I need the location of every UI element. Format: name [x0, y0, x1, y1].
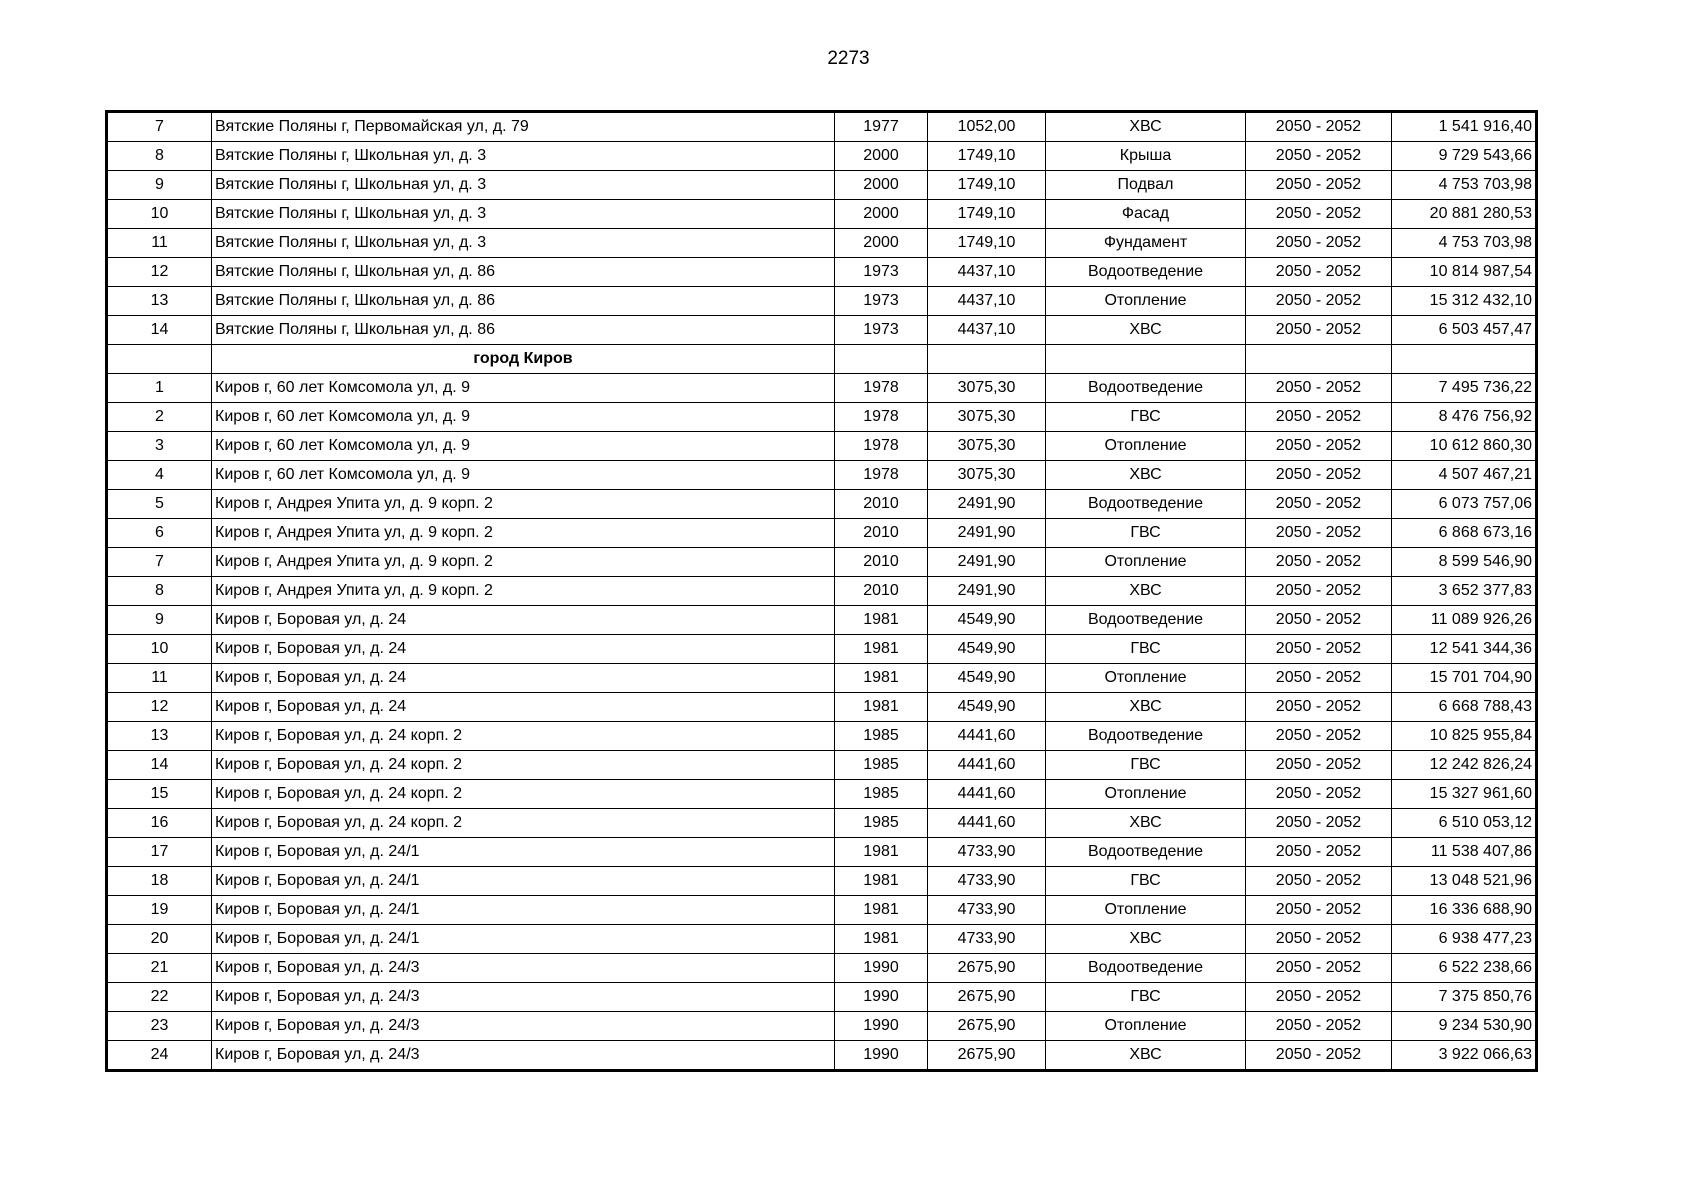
- table-row: [107, 461, 1537, 490]
- period-cell: 2050 - 2052: [1246, 229, 1392, 258]
- year-built-cell: 1981: [835, 925, 928, 954]
- area-cell: 2491,90: [928, 548, 1046, 577]
- work-type-cell: ГВС: [1046, 867, 1246, 896]
- work-type-cell: Водоотведение: [1046, 954, 1246, 983]
- address-cell: Киров г, Боровая ул, д. 24/1: [212, 838, 835, 867]
- year-built-cell: 1973: [835, 258, 928, 287]
- address-cell: Киров г, Боровая ул, д. 24/3: [212, 983, 835, 1012]
- table-row: [107, 867, 1537, 896]
- area-cell: 4549,90: [928, 606, 1046, 635]
- year-built-cell: 1978: [835, 374, 928, 403]
- area-cell: 4437,10: [928, 316, 1046, 345]
- row-number: 24: [107, 1041, 212, 1071]
- row-number: 20: [107, 925, 212, 954]
- area-cell: 4441,60: [928, 780, 1046, 809]
- area-cell: 1749,10: [928, 200, 1046, 229]
- section-row: [107, 345, 1537, 374]
- work-type-cell: Отопление: [1046, 1012, 1246, 1041]
- row-number: 19: [107, 896, 212, 925]
- cost-cell: 7 375 850,76: [1392, 983, 1537, 1012]
- row-number: 7: [107, 548, 212, 577]
- cost-cell: 15 312 432,10: [1392, 287, 1537, 316]
- work-type-cell: ГВС: [1046, 403, 1246, 432]
- period-cell: 2050 - 2052: [1246, 490, 1392, 519]
- period-cell: 2050 - 2052: [1246, 751, 1392, 780]
- address-cell: Киров г, Боровая ул, д. 24 корп. 2: [212, 809, 835, 838]
- cost-cell: 16 336 688,90: [1392, 896, 1537, 925]
- period-cell: 2050 - 2052: [1246, 461, 1392, 490]
- address-cell: Киров г, 60 лет Комсомола ул, д. 9: [212, 374, 835, 403]
- table-row: [107, 693, 1537, 722]
- period-cell: 2050 - 2052: [1246, 287, 1392, 316]
- table-row: [107, 374, 1537, 403]
- table-row: [107, 258, 1537, 287]
- area-cell: 4441,60: [928, 751, 1046, 780]
- row-number: 16: [107, 809, 212, 838]
- table-row: [107, 432, 1537, 461]
- row-number: 17: [107, 838, 212, 867]
- area-cell: 4733,90: [928, 867, 1046, 896]
- work-type-cell: ГВС: [1046, 751, 1246, 780]
- cost-cell: 13 048 521,96: [1392, 867, 1537, 896]
- row-number: 22: [107, 983, 212, 1012]
- row-number: 23: [107, 1012, 212, 1041]
- table-row: [107, 112, 1537, 142]
- work-type-cell: Отопление: [1046, 780, 1246, 809]
- work-type-cell: Водоотведение: [1046, 838, 1246, 867]
- row-number: 12: [107, 258, 212, 287]
- row-number: 21: [107, 954, 212, 983]
- work-type-cell: ХВС: [1046, 925, 1246, 954]
- period-cell: 2050 - 2052: [1246, 519, 1392, 548]
- work-type-cell: ХВС: [1046, 577, 1246, 606]
- cost-cell: 4 507 467,21: [1392, 461, 1537, 490]
- cost-cell: 15 701 704,90: [1392, 664, 1537, 693]
- table-row: [107, 287, 1537, 316]
- empty-cell: [928, 345, 1046, 374]
- row-number: 12: [107, 693, 212, 722]
- period-cell: 2050 - 2052: [1246, 1012, 1392, 1041]
- cost-cell: 6 073 757,06: [1392, 490, 1537, 519]
- address-cell: Киров г, Боровая ул, д. 24: [212, 664, 835, 693]
- period-cell: 2050 - 2052: [1246, 896, 1392, 925]
- period-cell: 2050 - 2052: [1246, 1041, 1392, 1071]
- period-cell: 2050 - 2052: [1246, 432, 1392, 461]
- work-type-cell: Фундамент: [1046, 229, 1246, 258]
- work-type-cell: ХВС: [1046, 809, 1246, 838]
- year-built-cell: 1973: [835, 287, 928, 316]
- address-cell: Вятские Поляны г, Школьная ул, д. 3: [212, 229, 835, 258]
- year-built-cell: 1977: [835, 112, 928, 142]
- table-row: [107, 200, 1537, 229]
- area-cell: 4733,90: [928, 838, 1046, 867]
- work-type-cell: Отопление: [1046, 432, 1246, 461]
- row-number: 11: [107, 664, 212, 693]
- row-number: 8: [107, 142, 212, 171]
- cost-cell: 6 868 673,16: [1392, 519, 1537, 548]
- work-type-cell: ХВС: [1046, 112, 1246, 142]
- area-cell: 3075,30: [928, 461, 1046, 490]
- cost-cell: 4 753 703,98: [1392, 229, 1537, 258]
- empty-cell: [1246, 345, 1392, 374]
- year-built-cell: 1990: [835, 983, 928, 1012]
- table-row: [107, 403, 1537, 432]
- empty-cell: [1392, 345, 1537, 374]
- work-type-cell: Водоотведение: [1046, 490, 1246, 519]
- table-row: [107, 142, 1537, 171]
- table-row: [107, 577, 1537, 606]
- year-built-cell: 2000: [835, 171, 928, 200]
- cost-cell: 6 510 053,12: [1392, 809, 1537, 838]
- address-cell: Вятские Поляны г, Школьная ул, д. 3: [212, 200, 835, 229]
- year-built-cell: 1985: [835, 780, 928, 809]
- cost-cell: 12 541 344,36: [1392, 635, 1537, 664]
- address-cell: Киров г, Боровая ул, д. 24 корп. 2: [212, 751, 835, 780]
- address-cell: Киров г, Боровая ул, д. 24/1: [212, 867, 835, 896]
- table-row: [107, 519, 1537, 548]
- cost-cell: 11 538 407,86: [1392, 838, 1537, 867]
- table-row: [107, 490, 1537, 519]
- address-cell: Киров г, Андрея Упита ул, д. 9 корп. 2: [212, 490, 835, 519]
- address-cell: Киров г, 60 лет Комсомола ул, д. 9: [212, 461, 835, 490]
- year-built-cell: 2010: [835, 577, 928, 606]
- period-cell: 2050 - 2052: [1246, 809, 1392, 838]
- repair-schedule-table: [105, 110, 1538, 1072]
- cost-cell: 12 242 826,24: [1392, 751, 1537, 780]
- address-cell: Киров г, 60 лет Комсомола ул, д. 9: [212, 432, 835, 461]
- table-row: [107, 664, 1537, 693]
- row-number: 14: [107, 316, 212, 345]
- empty-cell: [835, 345, 928, 374]
- table-row: [107, 838, 1537, 867]
- row-number: 2: [107, 403, 212, 432]
- work-type-cell: ХВС: [1046, 693, 1246, 722]
- year-built-cell: 1981: [835, 635, 928, 664]
- row-number: 6: [107, 519, 212, 548]
- row-number: 3: [107, 432, 212, 461]
- area-cell: 4549,90: [928, 664, 1046, 693]
- area-cell: 2675,90: [928, 1041, 1046, 1071]
- area-cell: 4441,60: [928, 722, 1046, 751]
- cost-cell: 8 599 546,90: [1392, 548, 1537, 577]
- row-number: 18: [107, 867, 212, 896]
- area-cell: 1052,00: [928, 112, 1046, 142]
- cost-cell: 7 495 736,22: [1392, 374, 1537, 403]
- work-type-cell: Подвал: [1046, 171, 1246, 200]
- work-type-cell: ГВС: [1046, 635, 1246, 664]
- cost-cell: 20 881 280,53: [1392, 200, 1537, 229]
- address-cell: Киров г, Боровая ул, д. 24 корп. 2: [212, 722, 835, 751]
- page-number: 2273: [827, 48, 870, 69]
- table-row: [107, 229, 1537, 258]
- row-number: 9: [107, 171, 212, 200]
- period-cell: 2050 - 2052: [1246, 112, 1392, 142]
- cost-cell: 6 938 477,23: [1392, 925, 1537, 954]
- address-cell: Киров г, Боровая ул, д. 24/3: [212, 954, 835, 983]
- address-cell: Киров г, Андрея Упита ул, д. 9 корп. 2: [212, 577, 835, 606]
- cost-cell: 10 612 860,30: [1392, 432, 1537, 461]
- period-cell: 2050 - 2052: [1246, 635, 1392, 664]
- empty-cell: [107, 345, 212, 374]
- year-built-cell: 2010: [835, 519, 928, 548]
- table-row: [107, 809, 1537, 838]
- table-row: [107, 722, 1537, 751]
- cost-cell: 10 825 955,84: [1392, 722, 1537, 751]
- row-number: 11: [107, 229, 212, 258]
- year-built-cell: 2010: [835, 490, 928, 519]
- address-cell: Киров г, Боровая ул, д. 24/1: [212, 896, 835, 925]
- table-row: [107, 1012, 1537, 1041]
- address-cell: Вятские Поляны г, Школьная ул, д. 86: [212, 258, 835, 287]
- year-built-cell: 2000: [835, 200, 928, 229]
- address-cell: Вятские Поляны г, Школьная ул, д. 86: [212, 316, 835, 345]
- address-cell: Киров г, Боровая ул, д. 24: [212, 606, 835, 635]
- cost-cell: 11 089 926,26: [1392, 606, 1537, 635]
- row-number: 4: [107, 461, 212, 490]
- table-row: [107, 606, 1537, 635]
- work-type-cell: ГВС: [1046, 983, 1246, 1012]
- area-cell: 3075,30: [928, 374, 1046, 403]
- period-cell: 2050 - 2052: [1246, 954, 1392, 983]
- work-type-cell: Отопление: [1046, 287, 1246, 316]
- area-cell: 1749,10: [928, 142, 1046, 171]
- address-cell: Киров г, Боровая ул, д. 24/3: [212, 1012, 835, 1041]
- period-cell: 2050 - 2052: [1246, 142, 1392, 171]
- period-cell: 2050 - 2052: [1246, 838, 1392, 867]
- address-cell: Киров г, Андрея Упита ул, д. 9 корп. 2: [212, 519, 835, 548]
- table-row: [107, 1041, 1537, 1071]
- area-cell: 4437,10: [928, 258, 1046, 287]
- table-body: [107, 112, 1537, 1071]
- year-built-cell: 1978: [835, 461, 928, 490]
- cost-cell: 1 541 916,40: [1392, 112, 1537, 142]
- year-built-cell: 1981: [835, 693, 928, 722]
- year-built-cell: 1981: [835, 867, 928, 896]
- address-cell: Киров г, Боровая ул, д. 24: [212, 635, 835, 664]
- row-number: 15: [107, 780, 212, 809]
- table-row: [107, 751, 1537, 780]
- area-cell: 4549,90: [928, 693, 1046, 722]
- year-built-cell: 1985: [835, 722, 928, 751]
- table-row: [107, 925, 1537, 954]
- work-type-cell: Крыша: [1046, 142, 1246, 171]
- area-cell: 2491,90: [928, 577, 1046, 606]
- row-number: 13: [107, 287, 212, 316]
- table-row: [107, 780, 1537, 809]
- row-number: 10: [107, 200, 212, 229]
- area-cell: 2491,90: [928, 519, 1046, 548]
- address-cell: Киров г, Боровая ул, д. 24/3: [212, 1041, 835, 1071]
- year-built-cell: 1981: [835, 664, 928, 693]
- area-cell: 3075,30: [928, 403, 1046, 432]
- address-cell: Вятские Поляны г, Школьная ул, д. 3: [212, 142, 835, 171]
- row-number: 13: [107, 722, 212, 751]
- cost-cell: 10 814 987,54: [1392, 258, 1537, 287]
- area-cell: 2675,90: [928, 954, 1046, 983]
- cost-cell: 3 652 377,83: [1392, 577, 1537, 606]
- period-cell: 2050 - 2052: [1246, 664, 1392, 693]
- cost-cell: 6 668 788,43: [1392, 693, 1537, 722]
- year-built-cell: 2000: [835, 229, 928, 258]
- year-built-cell: 1981: [835, 896, 928, 925]
- cost-cell: 6 522 238,66: [1392, 954, 1537, 983]
- year-built-cell: 1978: [835, 432, 928, 461]
- work-type-cell: Фасад: [1046, 200, 1246, 229]
- period-cell: 2050 - 2052: [1246, 403, 1392, 432]
- cost-cell: 6 503 457,47: [1392, 316, 1537, 345]
- work-type-cell: Отопление: [1046, 548, 1246, 577]
- year-built-cell: 1981: [835, 606, 928, 635]
- address-cell: Киров г, Боровая ул, д. 24/1: [212, 925, 835, 954]
- period-cell: 2050 - 2052: [1246, 693, 1392, 722]
- address-cell: Вятские Поляны г, Школьная ул, д. 86: [212, 287, 835, 316]
- work-type-cell: ХВС: [1046, 1041, 1246, 1071]
- year-built-cell: 1981: [835, 838, 928, 867]
- empty-cell: [1046, 345, 1246, 374]
- table-row: [107, 548, 1537, 577]
- period-cell: 2050 - 2052: [1246, 258, 1392, 287]
- address-cell: Вятские Поляны г, Школьная ул, д. 3: [212, 171, 835, 200]
- year-built-cell: 1985: [835, 809, 928, 838]
- row-number: 5: [107, 490, 212, 519]
- address-cell: Киров г, Боровая ул, д. 24: [212, 693, 835, 722]
- row-number: 9: [107, 606, 212, 635]
- area-cell: 1749,10: [928, 171, 1046, 200]
- table-row: [107, 896, 1537, 925]
- area-cell: 4733,90: [928, 896, 1046, 925]
- table-row: [107, 954, 1537, 983]
- work-type-cell: ХВС: [1046, 316, 1246, 345]
- row-number: 7: [107, 112, 212, 142]
- work-type-cell: Отопление: [1046, 664, 1246, 693]
- year-built-cell: 1990: [835, 1012, 928, 1041]
- period-cell: 2050 - 2052: [1246, 577, 1392, 606]
- area-cell: 4441,60: [928, 809, 1046, 838]
- year-built-cell: 1990: [835, 1041, 928, 1071]
- period-cell: 2050 - 2052: [1246, 374, 1392, 403]
- year-built-cell: 1985: [835, 751, 928, 780]
- year-built-cell: 2010: [835, 548, 928, 577]
- work-type-cell: Водоотведение: [1046, 258, 1246, 287]
- row-number: 8: [107, 577, 212, 606]
- area-cell: 2491,90: [928, 490, 1046, 519]
- address-cell: Киров г, Андрея Упита ул, д. 9 корп. 2: [212, 548, 835, 577]
- period-cell: 2050 - 2052: [1246, 925, 1392, 954]
- table-row: [107, 635, 1537, 664]
- area-cell: 1749,10: [928, 229, 1046, 258]
- cost-cell: 9 729 543,66: [1392, 142, 1537, 171]
- period-cell: 2050 - 2052: [1246, 867, 1392, 896]
- work-type-cell: Водоотведение: [1046, 374, 1246, 403]
- area-cell: 2675,90: [928, 983, 1046, 1012]
- table-row: [107, 316, 1537, 345]
- area-cell: 3075,30: [928, 432, 1046, 461]
- year-built-cell: 1973: [835, 316, 928, 345]
- table-row: [107, 983, 1537, 1012]
- period-cell: 2050 - 2052: [1246, 200, 1392, 229]
- row-number: 14: [107, 751, 212, 780]
- period-cell: 2050 - 2052: [1246, 548, 1392, 577]
- period-cell: 2050 - 2052: [1246, 722, 1392, 751]
- period-cell: 2050 - 2052: [1246, 983, 1392, 1012]
- work-type-cell: ГВС: [1046, 519, 1246, 548]
- address-cell: Киров г, 60 лет Комсомола ул, д. 9: [212, 403, 835, 432]
- year-built-cell: 1978: [835, 403, 928, 432]
- work-type-cell: Водоотведение: [1046, 606, 1246, 635]
- period-cell: 2050 - 2052: [1246, 171, 1392, 200]
- work-type-cell: ХВС: [1046, 461, 1246, 490]
- work-type-cell: Водоотведение: [1046, 722, 1246, 751]
- period-cell: 2050 - 2052: [1246, 780, 1392, 809]
- work-type-cell: Отопление: [1046, 896, 1246, 925]
- area-cell: 4549,90: [928, 635, 1046, 664]
- row-number: 1: [107, 374, 212, 403]
- table-row: [107, 171, 1537, 200]
- cost-cell: 9 234 530,90: [1392, 1012, 1537, 1041]
- period-cell: 2050 - 2052: [1246, 606, 1392, 635]
- row-number: 10: [107, 635, 212, 664]
- cost-cell: 8 476 756,92: [1392, 403, 1537, 432]
- address-cell: Киров г, Боровая ул, д. 24 корп. 2: [212, 780, 835, 809]
- area-cell: 4733,90: [928, 925, 1046, 954]
- year-built-cell: 1990: [835, 954, 928, 983]
- section-title: город Киров: [212, 345, 835, 374]
- cost-cell: 4 753 703,98: [1392, 171, 1537, 200]
- period-cell: 2050 - 2052: [1246, 316, 1392, 345]
- area-cell: 4437,10: [928, 287, 1046, 316]
- cost-cell: 3 922 066,63: [1392, 1041, 1537, 1071]
- cost-cell: 15 327 961,60: [1392, 780, 1537, 809]
- area-cell: 2675,90: [928, 1012, 1046, 1041]
- year-built-cell: 2000: [835, 142, 928, 171]
- address-cell: Вятские Поляны г, Первомайская ул, д. 79: [212, 112, 835, 142]
